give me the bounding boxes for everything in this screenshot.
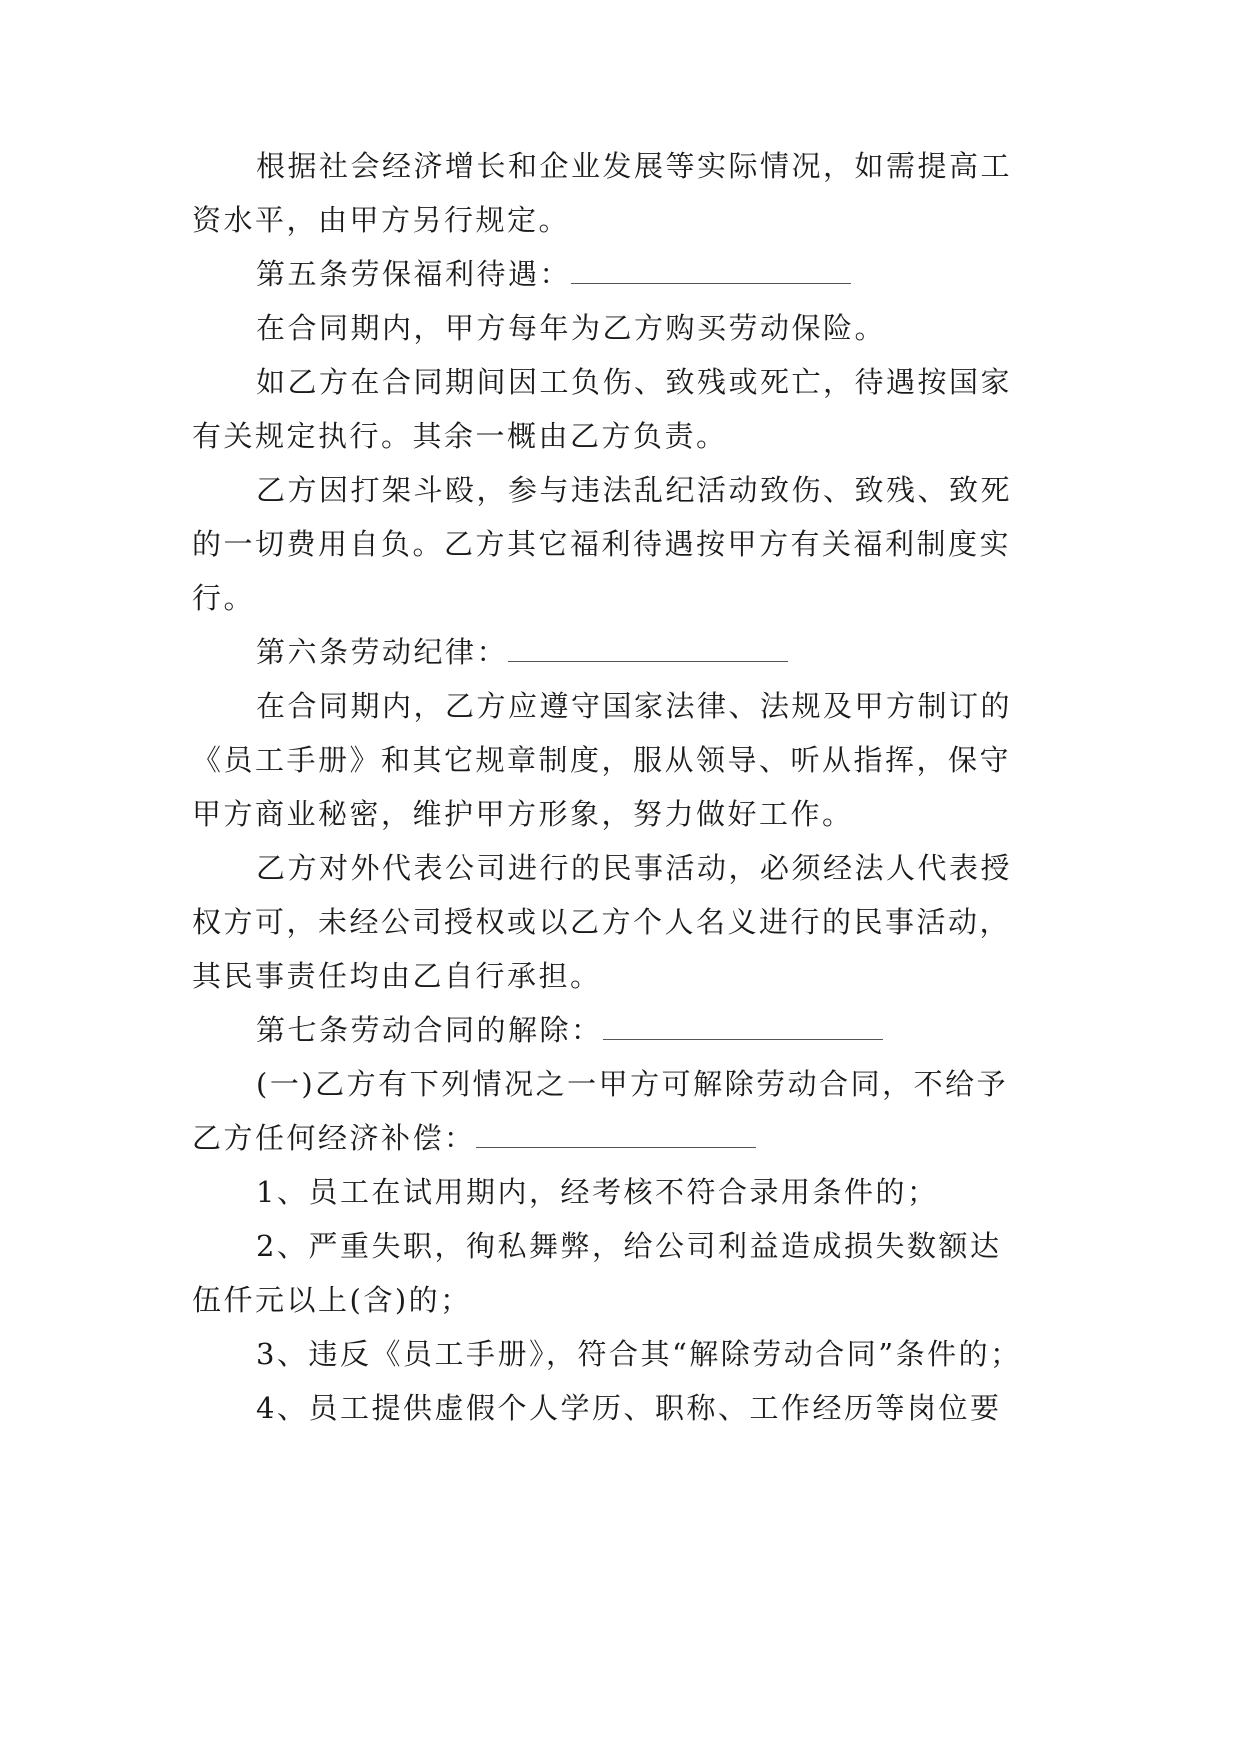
blank-fill-line	[603, 1013, 883, 1040]
blank-fill-line	[476, 1121, 756, 1148]
paragraph-line: 行。	[192, 581, 256, 615]
paragraph-line: 乙方因打架斗殴，参与违法乱纪活动致伤、致残、致死	[256, 473, 1013, 507]
article-7-title: 第七条劳动合同的解除：	[256, 1013, 603, 1047]
paragraph-line: 其民事责任均由乙自行承担。	[192, 959, 602, 993]
article-6-heading	[256, 632, 1072, 672]
list-item: 1、员工在试用期内，经考核不符合录用条件的；	[256, 1175, 939, 1209]
article-5-title: 第五条劳保福利待遇：	[256, 257, 572, 291]
blank-fill-line	[571, 257, 851, 284]
article-7-heading	[256, 1010, 1072, 1050]
list-item: 4、员工提供虚假个人学历、职称、工作经历等岗位要	[256, 1391, 1002, 1425]
paragraph-line: 乙方对外代表公司进行的民事活动，必须经法人代表授	[256, 851, 1013, 885]
paragraph-line: 权方可，未经公司授权或以乙方个人名义进行的民事活动，	[192, 905, 1012, 939]
paragraph-line: 如乙方在合同期间因工负伤、致残或死亡，待遇按国家	[256, 365, 1013, 399]
paragraph-line: 《员工手册》和其它规章制度，服从领导、听从指挥，保守	[192, 743, 1012, 777]
paragraph-line: 甲方商业秘密，维护甲方形象，努力做好工作。	[192, 797, 854, 831]
clause-intro-text: 乙方任何经济补偿：	[192, 1121, 476, 1155]
list-item-continuation: 伍仟元以上(含)的；	[192, 1283, 472, 1317]
clause-intro-line	[192, 1118, 1072, 1158]
article-5-heading	[256, 254, 1072, 294]
paragraph-line: 的一切费用自负。乙方其它福利待遇按甲方有关福利制度实	[192, 527, 1012, 561]
paragraph-line: 在合同期内，甲方每年为乙方购买劳动保险。	[256, 311, 887, 345]
paragraph-line: 在合同期内，乙方应遵守国家法律、法规及甲方制订的	[256, 689, 1013, 723]
paragraph-line: 根据社会经济增长和企业发展等实际情况，如需提高工	[256, 149, 1013, 183]
list-item: 3、违反《员工手册》，符合其“解除劳动合同”条件的；	[256, 1337, 1022, 1371]
paragraph-line: 有关规定执行。其余一概由乙方负责。	[192, 419, 728, 453]
list-item: 2、严重失职，徇私舞弊，给公司利益造成损失数额达	[256, 1229, 1002, 1263]
article-6-title: 第六条劳动纪律：	[256, 635, 509, 669]
paragraph-line: 资水平，由甲方另行规定。	[192, 203, 571, 237]
blank-fill-line	[508, 635, 788, 662]
paragraph-line: (一)乙方有下列情况之一甲方可解除劳动合同，不给予	[256, 1067, 1009, 1101]
